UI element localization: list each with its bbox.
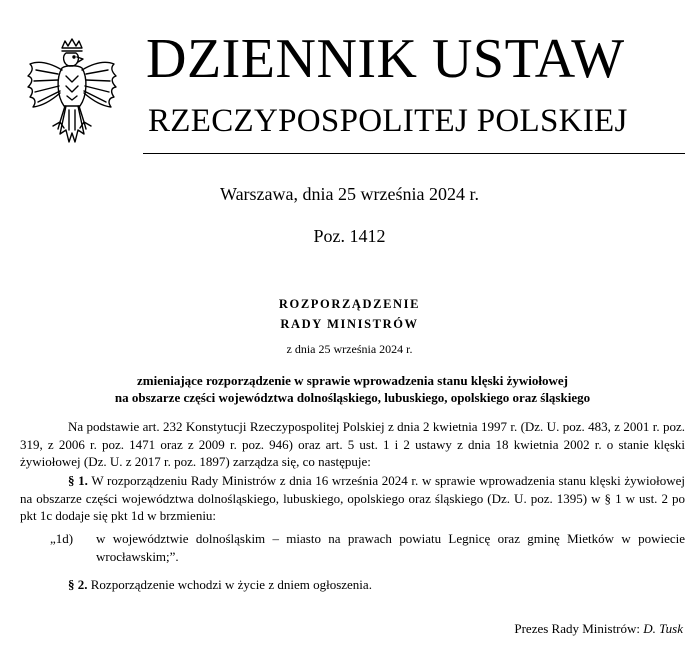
masthead-divider <box>143 153 685 154</box>
amendment-point-number: „1d) <box>50 531 74 546</box>
act-subject-line-2: na obszarze części województwa dolnośląskiego, lubuskiego, opolskiego oraz śląskiego <box>114 390 591 405</box>
act-type: ROZPORZĄDZENIE <box>278 297 421 311</box>
section-2-paragraph <box>20 576 685 594</box>
gazette-subtitle: RZECZYPOSPOLITEJ POLSKIEJ <box>148 103 628 139</box>
section-2-text: Rozporządzenie wchodzi w życie z dniem ogłoszenia. <box>90 577 372 592</box>
act-subject <box>20 372 685 406</box>
section-1-mark: § 1. <box>68 473 88 488</box>
legal-basis-paragraph: Na podstawie art. 232 Konstytucji Rzeczypospolitej Polskiej z dnia 2 kwietnia 1997 r. (Dz. U. poz. 483, z 2001 r. poz. 319, z 2006 r. poz. 1471 oraz z 2009 r. poz. 946) oraz art. 5 ust. 1 i 2 ustawy z dnia 18 kwietnia 2002 r. o stanie klęski żywiołowej (Dz. U. z 2017 r. poz. 1897) zarządza się, co następuje: <box>20 419 685 469</box>
amendment-point-text: w województwie dolnośląskim – miasto na prawach powiatu Legnicę oraz gminę Mietków w powiecie wrocławskim;”. <box>96 531 685 564</box>
signer-role: Prezes Rady Ministrów: <box>514 621 641 636</box>
act-date: z dnia 25 września 2024 r. <box>286 342 413 356</box>
signature-block <box>514 620 683 637</box>
section-1-text: W rozporządzeniu Rady Ministrów z dnia 16 września 2024 r. w sprawie wprowadzenia stanu klęski żywiołowej na obszarze części województwa dolnośląskiego, lubuskiego, opolskiego oraz śląskiego (Dz. U. poz. 1395) w § 1 w ust. 2 po pkt 1c dodaje się pkt 1d w brzmieniu: <box>20 473 686 523</box>
act-subject-line-1: zmieniające rozporządzenie w sprawie wprowadzenia stanu klęski żywiołowej <box>137 373 568 388</box>
signer-name: D. Tusk <box>643 621 683 636</box>
gazette-title: DZIENNIK USTAW <box>146 28 625 90</box>
issue-place-date: Warszawa, dnia 25 września 2024 r. <box>220 184 479 204</box>
section-1-paragraph <box>20 472 685 525</box>
section-2-mark: § 2. <box>68 577 88 592</box>
act-issuing-body: RADY MINISTRÓW <box>280 317 419 331</box>
issue-position: Poz. 1412 <box>313 226 386 246</box>
polish-eagle-emblem-icon <box>22 38 122 156</box>
